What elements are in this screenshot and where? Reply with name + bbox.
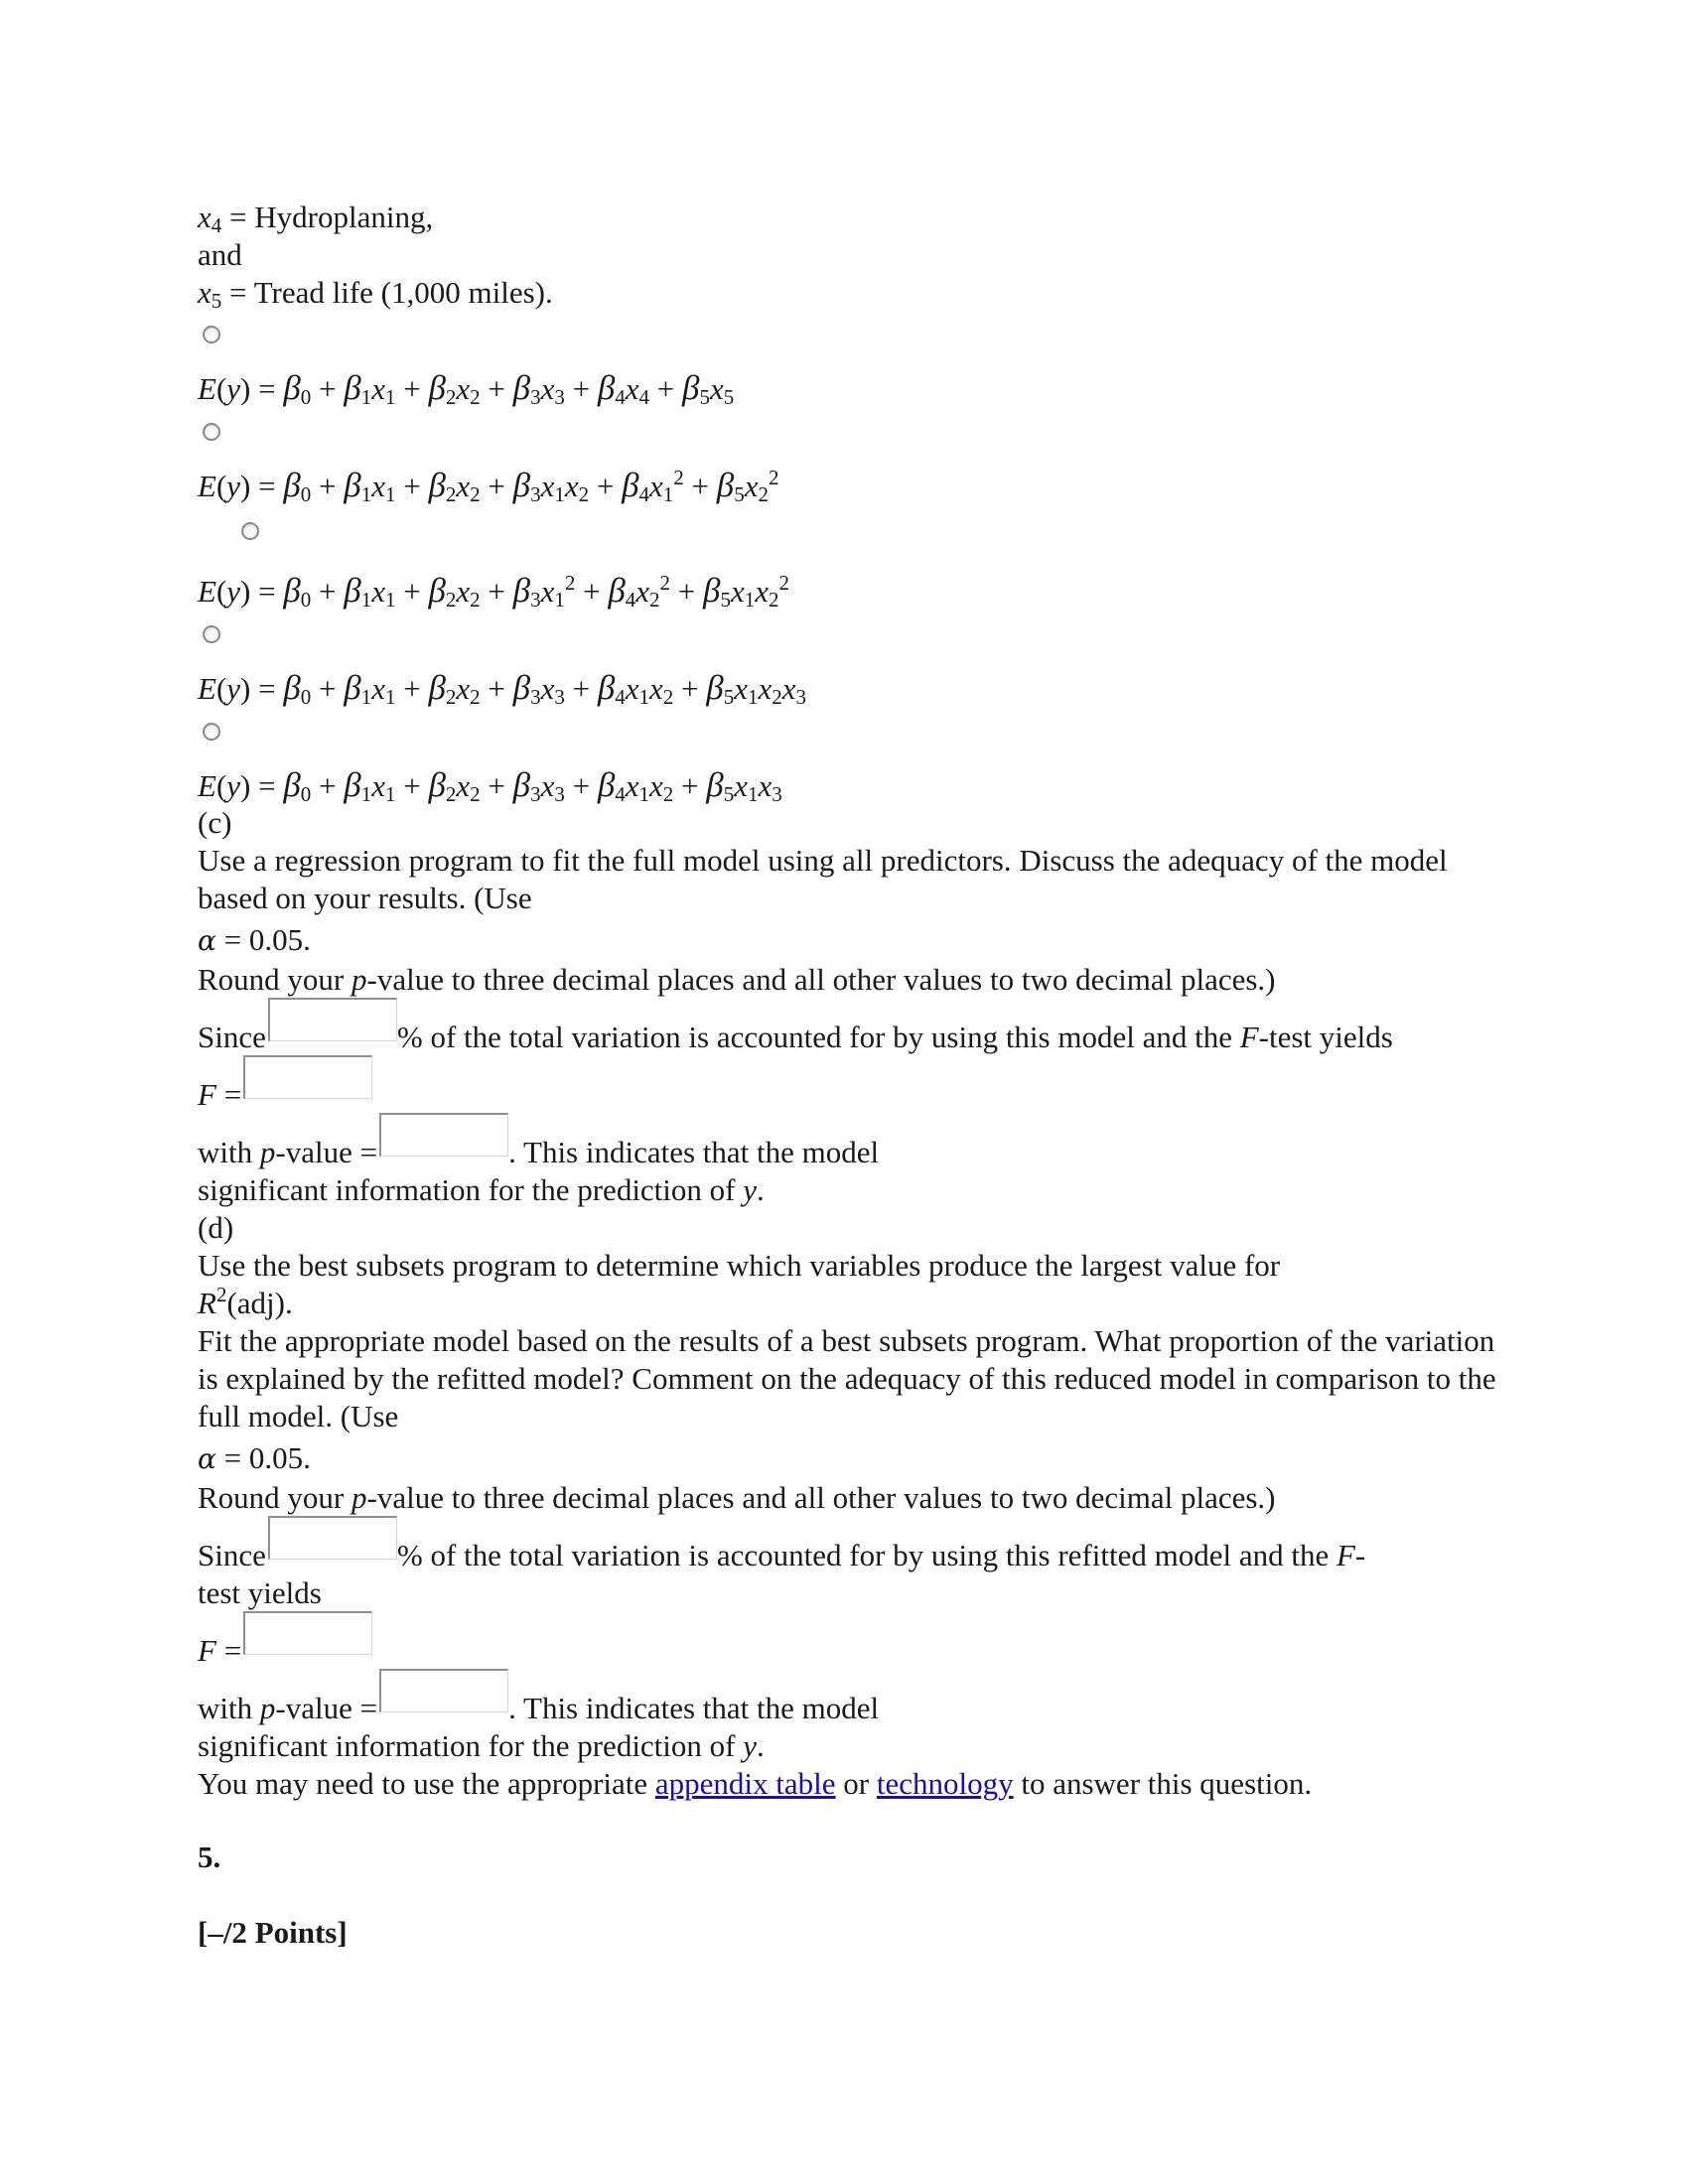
- option-5-equation: $E(y) = \beta_0 + \beta_1x_1 + \beta_2x_2 + \beta_3x_3 + \beta_4x_1x_2 + \beta_5x_1x_3$: [198, 765, 782, 806]
- part-c-instruction: Use a regression program to fit the full model using all predictors. Discuss the adequacy of the model based on your results. (Use: [198, 843, 1448, 915]
- part-d-instruction-b: Fit the appropriate model based on the results of a best subsets program. What proportion of the variation is explained by the refitted model? Comment on the adequacy of this reduced model in comparison to the full model. (Use: [198, 1323, 1496, 1433]
- part-d-r2-adj: $R^2(adj)$.: [198, 1283, 293, 1320]
- part-d-instruction-a: Use the best subsets program to determine which variables produce the largest value for: [198, 1248, 1281, 1283]
- option-3-radio[interactable]: [241, 522, 259, 540]
- definition-x4: $x_4$ = Hydroplaning,: [198, 200, 434, 237]
- part-d-pvalue-input[interactable]: [379, 1669, 508, 1712]
- part-c-label: (c): [198, 805, 232, 840]
- option-3-radio-row: [198, 506, 1508, 572]
- option-5-radio[interactable]: [203, 723, 220, 741]
- option-1-equation: $E(y) = \beta_0 + \beta_1x_1 + \beta_2x_2 + \beta_3x_3 + \beta_4x_4 + \beta_5x_5$: [198, 368, 735, 409]
- part-c-significance: significant information for the prediction of y.: [198, 1172, 765, 1207]
- part-d-significance: significant information for the prediction of y.: [198, 1728, 765, 1763]
- part-c-pvalue-row: with p-value = . This indicates that the model: [198, 1114, 1508, 1171]
- part-d-f-row: F =: [198, 1612, 1508, 1670]
- part-c-percent-input[interactable]: [268, 998, 397, 1041]
- part-c-f-input[interactable]: [243, 1055, 372, 1099]
- part-d-since-continuation: test yields: [198, 1575, 322, 1610]
- question-points: [–/2 Points]: [198, 1915, 348, 1950]
- technology-link[interactable]: technology: [876, 1766, 1014, 1801]
- question-number: 5.: [198, 1840, 221, 1874]
- part-d-percent-input[interactable]: [268, 1516, 397, 1560]
- appendix-table-link[interactable]: appendix table: [654, 1766, 836, 1801]
- part-d-since-row: Since % of the total variation is accounted for by using this refitted model and the F-: [198, 1517, 1508, 1574]
- definition-and: and: [198, 237, 242, 272]
- option-2-radio[interactable]: [203, 423, 220, 441]
- question-page: [198, 199, 1508, 1952]
- option-4-radio-row: [198, 612, 1508, 669]
- help-note: You may need to use the appropriate appendix table or technology to answer this question.: [198, 1766, 1313, 1801]
- option-5-radio-row: [198, 709, 1508, 766]
- part-c-rounding-note: Round your p-value to three decimal places and all other values to two decimal places.): [198, 962, 1276, 997]
- option-3-equation: $E(y) = \beta_0 + \beta_1x_1 + \beta_2x_2 + \beta_3x_1^2 + \beta_4x_2^2 + \beta_5x_1x_2^2$: [198, 571, 789, 612]
- part-c-since-row: Since % of the total variation is accounted for by using this model and the F-test yields: [198, 999, 1508, 1056]
- option-4-radio[interactable]: [203, 625, 220, 643]
- part-d-alpha: α = 0.05.: [198, 1440, 311, 1475]
- part-c-f-row: F =: [198, 1056, 1508, 1114]
- option-1-radio[interactable]: [203, 326, 220, 343]
- option-2-equation: $E(y) = \beta_0 + \beta_1x_1 + \beta_2x_2 + \beta_3x_1x_2 + \beta_4x_1^2 + \beta_5x_2^2$: [198, 466, 779, 506]
- part-c-pvalue-input[interactable]: [379, 1113, 508, 1157]
- option-4-equation: $E(y) = \beta_0 + \beta_1x_1 + \beta_2x_2 + \beta_3x_3 + \beta_4x_1x_2 + \beta_5x_1x_2x_3$: [198, 668, 807, 709]
- option-1-radio-row: [198, 312, 1508, 369]
- part-c-alpha: α = 0.05.: [198, 922, 311, 957]
- definition-x5: $x_5$ = Tread life (1,000 miles).: [198, 275, 553, 313]
- part-d-label: (d): [198, 1210, 234, 1245]
- part-d-pvalue-row: with p-value = . This indicates that the model: [198, 1670, 1508, 1727]
- part-d-rounding-note: Round your p-value to three decimal places and all other values to two decimal places.): [198, 1480, 1276, 1515]
- part-d-f-input[interactable]: [243, 1611, 372, 1655]
- option-2-radio-row: [198, 409, 1508, 467]
